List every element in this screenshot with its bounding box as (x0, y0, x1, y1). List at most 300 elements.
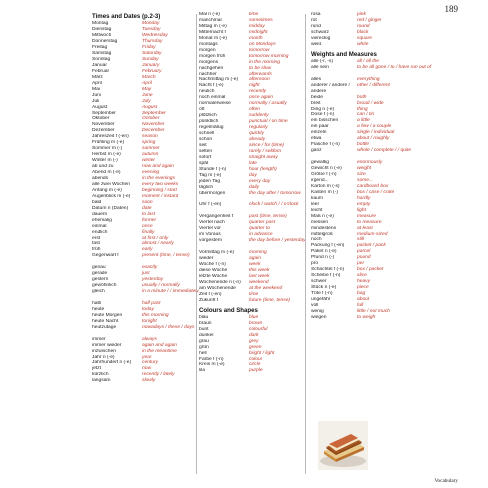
german-word: übermorgen (199, 190, 226, 196)
german-word: Farbe f (-n) (199, 356, 224, 362)
german-word: Schachtel f (-n) (311, 267, 345, 273)
german-word: Scheibe f (-n) (311, 273, 341, 279)
german-word: selten (199, 148, 213, 154)
vocab-row (199, 191, 317, 197)
german-word: messen (311, 219, 329, 225)
german-word: Mal n (-e) (199, 12, 220, 17)
english-translation: at the weekend (249, 285, 283, 291)
german-word: mindestens (311, 225, 337, 231)
english-translation: in the meantime (142, 348, 177, 354)
english-translation: yesterday (142, 277, 164, 283)
german-word: Packung f (-en) (311, 243, 345, 249)
english-translation: colourful (249, 326, 268, 332)
german-word: April (92, 80, 102, 86)
german-word: oft (199, 107, 205, 113)
german-word: mittelgroß (311, 231, 333, 237)
english-translation: box / case / crate (357, 189, 395, 195)
german-word: Freitag (92, 45, 108, 51)
vocab-row (311, 42, 441, 48)
english-translation: again (249, 256, 261, 262)
english-translation: November (142, 122, 165, 128)
english-translation: quickly (249, 131, 264, 137)
english-translation: afterwards (249, 71, 272, 77)
english-translation: winter (142, 158, 156, 164)
english-translation: parcel (357, 249, 371, 255)
english-translation: already (249, 137, 266, 143)
english-translation: empty (357, 201, 371, 207)
english-translation: purple (249, 368, 263, 374)
english-translation: can / tin (357, 112, 375, 118)
german-word: weiß (311, 41, 322, 47)
german-word: ein bisschen (311, 118, 339, 124)
german-word: ab und zu (92, 164, 114, 170)
german-word: am Wochenende (199, 285, 236, 291)
english-translation: slice (357, 273, 367, 279)
german-word: halb (92, 300, 102, 306)
german-word: heute Nacht (92, 318, 119, 324)
english-translation: heavy (357, 279, 371, 285)
english-translation: this morning (142, 312, 169, 318)
german-word: abends (92, 175, 109, 181)
german-word: spät (199, 160, 209, 166)
english-translation: some... (357, 177, 374, 183)
english-translation: blue (249, 314, 259, 320)
english-translation: tomorrow morning (249, 53, 289, 59)
english-translation: in a minute / / immediately (142, 289, 199, 295)
german-word: Samstag (92, 50, 112, 56)
german-word: Kreis m (-e) (199, 362, 225, 368)
german-word: Vergangenheit f (199, 214, 234, 220)
german-word: schwarz (311, 29, 329, 35)
german-word: Mittag m (-e) (199, 23, 227, 29)
english-translation: last week (249, 273, 270, 279)
english-translation: bag (357, 291, 366, 297)
english-translation: round (357, 23, 370, 29)
english-translation: tomorrow (249, 47, 270, 53)
german-word: Mitternacht f (199, 29, 226, 35)
english-translation: in the morning (249, 59, 280, 65)
english-translation: August (142, 104, 158, 110)
english-translation: exactly (142, 265, 158, 271)
vocab-list (199, 12, 317, 304)
german-word: Nacht f (-e) (199, 83, 224, 89)
german-word: andere (311, 88, 327, 94)
column-colours-weights (311, 12, 441, 321)
english-translation: Saturday (142, 50, 162, 56)
english-translation: weight (357, 166, 372, 172)
english-translation: other / different (357, 82, 390, 88)
english-translation: former (142, 217, 157, 223)
english-translation: a little (357, 118, 370, 124)
english-translation: soon (142, 199, 153, 205)
english-translation: punctual / on time (249, 119, 288, 125)
english-translation: hardly (357, 195, 371, 201)
german-word: Montag (92, 21, 109, 27)
german-word: ehemalig (92, 217, 112, 223)
english-translation: square (357, 35, 372, 41)
section-heading-colours-and-shapes: Colours and Shapes (199, 306, 258, 314)
english-translation: since / for (time) (249, 142, 285, 148)
english-translation: hour (length) (249, 166, 277, 172)
german-word: grau (199, 338, 209, 344)
german-word: diese Woche (199, 267, 228, 273)
english-translation: rarely / seldom (249, 148, 282, 154)
english-translation: about (357, 297, 370, 303)
english-translation: week (249, 261, 261, 267)
german-word: inzwischen (92, 348, 116, 354)
english-translation: once again (249, 95, 273, 101)
vocab-row (311, 65, 441, 71)
german-word: früh (92, 247, 101, 253)
german-word: bunt (199, 326, 209, 332)
english-translation: just (142, 271, 150, 277)
english-translation: October (142, 116, 160, 122)
english-translation: all / all the (357, 58, 380, 64)
german-word: regelmäßig (199, 125, 224, 131)
english-translation: present (time, / tense) (142, 253, 190, 259)
english-translation: colour (249, 356, 263, 362)
english-translation: medium-sized (357, 231, 388, 237)
section-heading-weights-and-measures: Weights and Measures (311, 50, 377, 58)
german-word: täglich (199, 184, 214, 190)
german-word: Abend m (-e) (92, 170, 121, 176)
german-word: vorgestern (199, 238, 223, 244)
english-translation: once (142, 223, 153, 229)
german-word: endlich (92, 229, 108, 235)
german-word: etwa (311, 136, 322, 142)
german-word: immer (92, 336, 106, 342)
german-word: einmal (92, 223, 107, 229)
english-translation: again and again (142, 342, 177, 348)
german-word: montags (199, 41, 218, 47)
german-word: Viertel nach (199, 220, 225, 226)
english-translation: still (357, 237, 365, 243)
german-word: Juni (92, 92, 101, 98)
german-word: beide (311, 94, 323, 100)
german-word: pünktlich (199, 119, 219, 125)
english-translation: often (249, 107, 260, 113)
english-translation: usually / normally (142, 283, 180, 289)
german-word: heute (92, 306, 105, 312)
english-translation: February (142, 68, 162, 74)
english-translation: in advance (249, 232, 273, 238)
german-word: Februar (92, 68, 110, 74)
section-heading-times-and-dates: Times and Dates (p.2-3) (92, 13, 161, 20)
english-translation: every day (249, 178, 271, 184)
german-word: rosa (311, 12, 321, 17)
english-translation: July (142, 98, 151, 104)
english-translation: bright / light (249, 350, 275, 356)
german-word: Pfund n (-) (311, 255, 335, 261)
english-translation: the day before / yesterday (249, 238, 306, 244)
english-translation: half past (142, 300, 161, 306)
english-translation: Tuesday (142, 27, 161, 33)
german-word: normalerweise (199, 101, 231, 107)
english-translation: day (249, 172, 257, 178)
german-word: Oktober (92, 116, 110, 122)
german-word: seit (199, 142, 207, 148)
german-word: September (92, 110, 116, 116)
english-translation: regularly (249, 125, 268, 131)
german-word: noch (311, 237, 322, 243)
german-word: dunkel (199, 332, 214, 338)
english-translation: box / packet (357, 267, 384, 273)
german-word: Winter m (-) (92, 158, 118, 164)
german-word: immer wieder (92, 342, 122, 348)
german-word: Zeit f (-en) (199, 291, 222, 297)
english-translation: today (142, 306, 154, 312)
english-translation: cardboard box (357, 183, 389, 189)
english-translation: daily (249, 184, 260, 190)
english-translation: white (357, 41, 369, 47)
german-word: ganz (311, 148, 322, 154)
english-translation: June (142, 92, 153, 98)
german-word: Tag m (-e) (199, 172, 222, 178)
german-word: Jahrhundert n (-e) (92, 360, 132, 366)
german-word: Gewicht n (-e) (311, 166, 342, 172)
vocab-list (199, 315, 317, 375)
german-word: schwer (311, 279, 327, 285)
german-word: ein paar (311, 124, 329, 130)
german-word: November (92, 122, 115, 128)
english-translation: May (142, 86, 152, 92)
german-word: Mittwoch (92, 33, 112, 39)
english-translation: bottle (357, 142, 369, 148)
german-word: wiegen (311, 314, 327, 320)
english-translation: year (142, 354, 152, 360)
footer-section-name: Vocabulary (434, 478, 458, 484)
english-translation: time (249, 12, 259, 17)
vocab-row (199, 238, 317, 244)
german-word: Wochenende n (-n) (199, 279, 241, 285)
german-word: Augenblick m (-e) (92, 193, 131, 199)
german-word: Sommer m (-) (92, 146, 123, 152)
german-word: alles (311, 76, 322, 82)
german-word: gewaltig (311, 160, 329, 166)
english-translation: grey (249, 338, 259, 344)
german-word: morgen früh (199, 53, 226, 59)
german-word: Vormittag m (-e) (199, 250, 235, 256)
english-translation: slowly (142, 378, 156, 384)
column-divider (196, 14, 197, 474)
page-number: 189 (444, 4, 458, 14)
vocab-list (311, 59, 441, 321)
english-translation: suddenly (249, 113, 269, 119)
english-translation: in the evenings (142, 175, 175, 181)
german-word: Gegenwart f (92, 253, 119, 259)
english-translation: always (142, 336, 157, 342)
german-word: heute Morgen (92, 312, 123, 318)
german-word: Uhr f (-en) (199, 202, 222, 208)
german-word: wenig (311, 308, 324, 314)
german-word: jeden Tag (199, 178, 221, 184)
english-translation: normally / usually (249, 101, 287, 107)
english-translation: size (357, 172, 366, 177)
english-translation: quarter past (249, 220, 276, 226)
german-word: August (92, 104, 108, 110)
german-word: erst (92, 235, 101, 241)
german-word: Frühling m (-e) (92, 140, 125, 146)
german-word: anderer / andere / (311, 82, 350, 88)
german-word: noch einmal (199, 95, 226, 101)
english-translation: time (249, 291, 259, 297)
german-word: lila (199, 368, 205, 374)
german-word: Stunde f (-n) (199, 166, 227, 172)
english-translation: straight away (249, 154, 278, 160)
german-word: Dose f (-n) (311, 112, 335, 118)
english-translation: to be all gone / to / have run out of (357, 64, 432, 70)
german-word: Zukunft f (199, 297, 219, 303)
german-word: Flasche f (-n) (311, 142, 340, 148)
english-translation: to weigh (357, 314, 376, 320)
german-word: leer (311, 201, 320, 207)
english-translation: Friday (142, 45, 156, 51)
english-translation: single / individual (357, 130, 395, 136)
english-translation: packet / pack (357, 243, 386, 249)
english-translation: everything (357, 76, 380, 82)
german-word: Woche f (-n) (199, 261, 226, 267)
english-translation: summer (142, 146, 160, 152)
english-translation: December (142, 128, 165, 134)
german-word: einzeln (311, 130, 327, 136)
german-word: Dienstag (92, 27, 112, 33)
english-translation: finally (142, 229, 155, 235)
german-word: viereckig (311, 35, 331, 41)
german-word: im Voraus (199, 232, 221, 238)
column-times-continued (199, 12, 317, 374)
german-word: März (92, 74, 103, 80)
english-translation: dark (249, 332, 259, 338)
german-word: pro (311, 261, 319, 267)
english-translation: recently (249, 89, 267, 95)
english-translation: every two weeks (142, 181, 179, 187)
german-word: Dezember (92, 128, 115, 134)
english-translation: Wednesday (142, 33, 168, 39)
german-word: voll (311, 302, 319, 308)
german-word: Anfang m (-e) (92, 187, 122, 193)
german-word: kürzlich (92, 372, 109, 378)
german-word: braun (199, 320, 212, 326)
english-translation: broad / wide (357, 100, 384, 106)
german-word: Monat m (-e) (199, 35, 227, 41)
english-translation: tonight (142, 318, 157, 324)
german-word: Jahreszeit f (-en) (92, 134, 129, 140)
german-word: Januar (92, 62, 107, 68)
english-translation: March (142, 74, 156, 80)
english-translation: circle (249, 362, 261, 368)
german-word: rund (311, 23, 321, 29)
german-word: Paket n (-e) (311, 249, 337, 255)
vocab-list (311, 12, 441, 48)
english-translation: light (357, 207, 366, 213)
english-translation: to be slow (249, 65, 272, 71)
english-translation: early (142, 247, 153, 253)
english-translation: Thursday (142, 39, 163, 45)
english-translation: late (249, 160, 257, 166)
english-translation: little / not much (357, 308, 390, 314)
german-word: nachher (199, 71, 217, 77)
german-word: rot (311, 17, 317, 23)
vocab-row (199, 368, 317, 374)
german-word: schnell (199, 131, 215, 137)
german-word: alle (-r, -s) (311, 58, 334, 64)
english-translation: morning (249, 250, 267, 256)
english-translation: now and again (142, 164, 174, 170)
english-translation: measure (357, 213, 377, 219)
english-translation: quarter to (249, 226, 270, 232)
english-translation: night (249, 83, 260, 89)
german-word: neulich (199, 89, 215, 95)
english-translation: midday (249, 23, 265, 29)
german-word: morgen (199, 47, 216, 53)
english-translation: past (time, tense) (249, 214, 287, 220)
english-translation: clock / watch / / o'clock (249, 202, 299, 208)
english-translation: autumn (142, 152, 159, 158)
german-word: Ding n (-e) (311, 106, 335, 112)
german-word: Sonntag (92, 56, 111, 62)
english-translation: to last (142, 211, 156, 217)
german-word: gerade (92, 271, 108, 277)
german-word: morgens (199, 59, 219, 65)
german-word: nachgehen (199, 65, 224, 71)
german-word: irgend... (311, 177, 329, 183)
german-word: dauern (92, 211, 108, 217)
english-translation: future (time, tense) (249, 297, 291, 303)
german-word: gleich (92, 289, 105, 295)
english-translation: brown (249, 320, 263, 326)
english-translation: afternoon (249, 77, 270, 83)
german-word: hell (199, 350, 207, 356)
english-translation: the day after / tomorrow (249, 190, 301, 196)
english-translation: this week (249, 267, 270, 273)
column-divider (305, 14, 306, 474)
english-translation: green (249, 344, 262, 350)
german-word: letzte Woche (199, 273, 228, 279)
english-translation: now (142, 366, 151, 372)
german-word: Mai (92, 86, 100, 92)
german-word: manchmal (199, 17, 222, 23)
german-word: langsam (92, 378, 111, 384)
german-word: alle sein (311, 64, 329, 70)
german-word: breit (311, 100, 321, 106)
english-translation: at least (357, 225, 373, 231)
german-word: Datum n (Daten) (92, 205, 129, 211)
english-translation: whole / complete / / quite (357, 148, 412, 154)
english-translation: per (357, 261, 365, 267)
english-translation: weekend (249, 279, 269, 285)
vocab-row (311, 315, 441, 321)
cake-photo (318, 421, 368, 470)
english-translation: red / ginger (357, 17, 382, 23)
german-word: plötzlich (199, 113, 217, 119)
german-word: genau (92, 265, 106, 271)
german-word: jetzt (92, 366, 101, 372)
german-word: alle zwei Wochen (92, 181, 130, 187)
english-translation: season (142, 134, 158, 140)
english-translation: spring (142, 140, 156, 146)
english-translation: midnight (249, 29, 268, 35)
english-translation: sometimes (249, 17, 273, 23)
english-translation: month (249, 35, 263, 41)
vocab-row (199, 298, 317, 304)
german-word: fast (92, 241, 100, 247)
german-word: blau (199, 314, 209, 320)
german-word: Viertel vor (199, 226, 221, 232)
german-word: Nachmittag m (-e) (199, 77, 239, 83)
english-translation: pound (357, 255, 371, 261)
german-word: Herbst m (-e) (92, 152, 121, 158)
german-word: Jahr n (-e) (92, 354, 115, 360)
